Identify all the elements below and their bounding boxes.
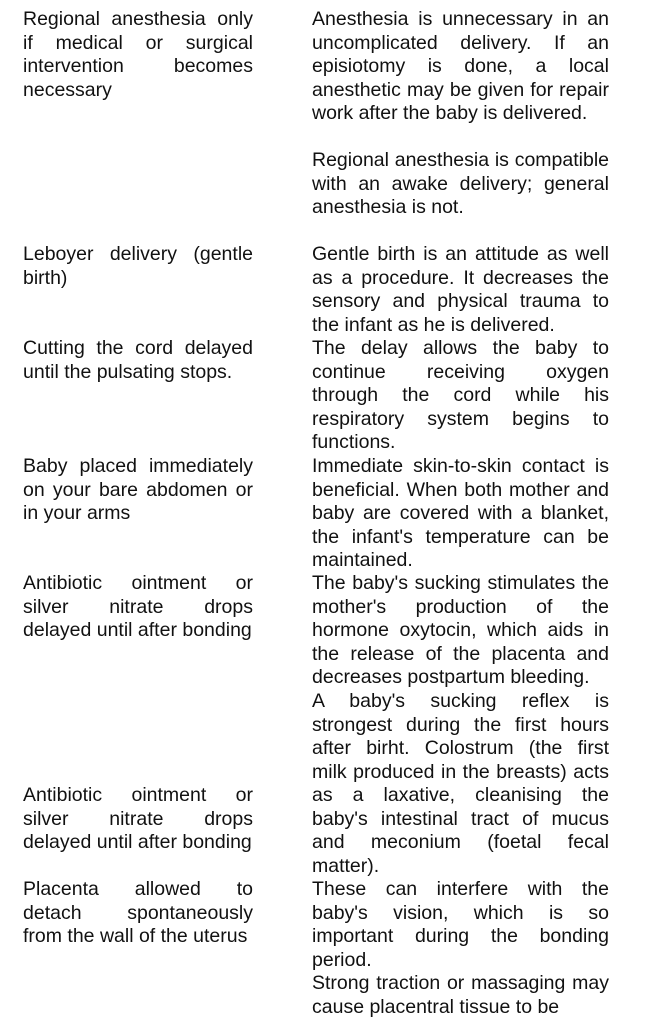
procedure-cell: Placenta allowed to detach spontaneously from the wall of the uterus — [23, 878, 253, 947]
rationale-cell: Strong traction or massaging may cause placentral tissue to be — [312, 972, 609, 1018]
procedure-cell: Antibiotic ointment or silver nitrate drops delayed until after bonding — [23, 572, 253, 641]
rationale-cell: Regional anesthesia is compatible with an awake delivery; general anesthesia is not. — [312, 149, 609, 218]
rationale-cell: Immediate skin-to-skin contact is beneficial. When both mother and baby are covered with a blanket, the infant's temperature can be maintained. — [312, 455, 609, 571]
rationale-cell: The baby's sucking stimulates the mother's production of the hormone oxytocin, which aids in the release of the placenta and decreases postpartum bleeding. — [312, 572, 609, 688]
rationale-cell: Anesthesia is unnecessary in an uncomplicated delivery. If an episiotomy is done, a local anesthetic may be given for repair work after the baby is delivered. — [312, 8, 609, 124]
procedure-cell: Leboyer delivery (gentle birth) — [23, 243, 253, 289]
procedure-cell: Cutting the cord delayed until the pulsating stops. — [23, 337, 253, 383]
rationale-cell: A baby's sucking reflex is strongest during the first hours after birht. Colostrum (the first milk produced in the breasts) acts as a laxative, cleanising the baby's intestinal tract of mucus and meconium (foetal fecal matter). — [312, 690, 609, 877]
procedure-cell: Antibiotic ointment or silver nitrate drops delayed until after bonding — [23, 784, 253, 853]
rationale-cell: These can interfere with the baby's vision, which is so important during the bonding period. — [312, 878, 609, 971]
procedure-cell: Baby placed immediately on your bare abdomen or in your arms — [23, 455, 253, 524]
rationale-cell: Gentle birth is an attitude as well as a procedure. It decreases the sensory and physical trauma to the infant as he is delivered. — [312, 243, 609, 336]
procedure-cell: Regional anesthesia only if medical or surgical intervention becomes necessary — [23, 8, 253, 101]
rationale-cell: The delay allows the baby to continue receiving oxygen through the cord while his respiratory system begins to functions. — [312, 337, 609, 453]
